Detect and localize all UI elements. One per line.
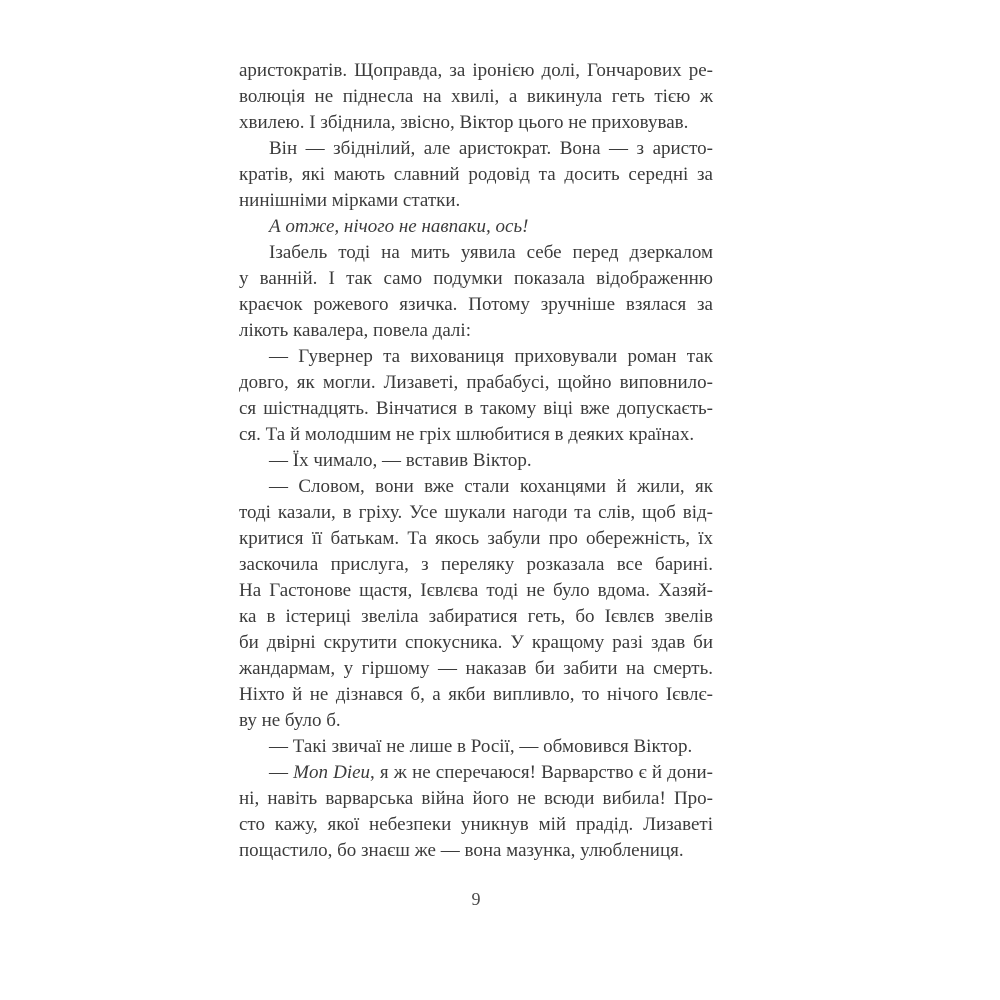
text-line: На Гастонове щастя, Ієвлєва тоді не було вдома. Хазяй- [239, 580, 713, 601]
italic-text-segment: Mon Dieu [293, 762, 371, 783]
text-line: ся. Та й молодшим не гріх шлюбитися в деяких країнах. [239, 424, 695, 445]
text-line: ні, навіть варварська війна його не всюди вибила! Про- [239, 788, 713, 809]
text-segment: , я ж не сперечаюся! Варварство є й дони- [370, 762, 714, 783]
text-line: ка в істериці звеліла забиратися геть, бо Ієвлєв звелів [239, 606, 713, 627]
text-line: Ізабель тоді на мить уявила себе перед дзеркалом [269, 242, 713, 263]
page-text [239, 58, 713, 912]
text-line: А отже, нічого не навпаки, ось! [269, 216, 529, 237]
text-line: ву не було б. [239, 710, 341, 731]
text-line: ся шістнадцять. Вінчатися в такому віці вже допускаєть- [239, 398, 713, 419]
text-line: — Такі звичаї не лише в Росії, — обмовився Віктор. [269, 736, 693, 757]
text-line: кратів, які мають славний родовід та досить середні за [239, 164, 713, 185]
text-line: аристократів. Щоправда, за іронією долі, Гончарових ре- [239, 60, 713, 81]
text-line: довго, як могли. Лизаветі, прабабусі, щойно виповнило- [239, 372, 713, 393]
page-number: 9 [471, 889, 481, 909]
text-line: — Словом, вони вже стали коханцями й жили, як [269, 476, 713, 497]
text-line: би двірні скрутити спокусника. У кращому разі здав би [239, 632, 713, 653]
text-line: у ванній. І так само подумки показала відображенню [239, 268, 713, 289]
text-line: волюція не піднесла на хвилі, а викинула геть тією ж [239, 86, 713, 107]
text-line: тоді казали, в гріху. Усе шукали нагоди та слів, щоб від- [239, 502, 713, 523]
text-line: лікоть кавалера, повела далі: [239, 320, 471, 341]
text-line: жандармам, у гіршому — наказав би забити на смерть. [239, 658, 713, 679]
text-line: сто кажу, якої небезпеки уникнув мій прадід. Лизаветі [239, 814, 713, 835]
text-line: Ніхто й не дізнався б, а якби випливло, то нічого Ієвлє- [239, 684, 713, 705]
text-line: критися її батькам. Та якось забули про обережність, їх [239, 528, 713, 549]
text-line: нинішніми мірками статки. [239, 190, 461, 211]
text-line: пощастило, бо знаєш же — вона мазунка, улюблениця. [239, 840, 684, 861]
text-line: — Їх чимало, — вставив Віктор. [269, 450, 532, 471]
text-line: Він — збіднілий, але аристократ. Вона — з аристо- [269, 138, 713, 159]
text-line: хвилею. І збіднила, звісно, Віктор цього не приховував. [239, 112, 689, 133]
text-line: — Гувернер та вихованиця приховували роман так [269, 346, 713, 367]
text-segment: — [269, 762, 294, 783]
text-line: заскочила прислуга, з переляку розказала все барині. [239, 554, 713, 575]
text-line: краєчок рожевого язичка. Потому зручніше взялася за [239, 294, 713, 315]
text-line [239, 760, 713, 786]
